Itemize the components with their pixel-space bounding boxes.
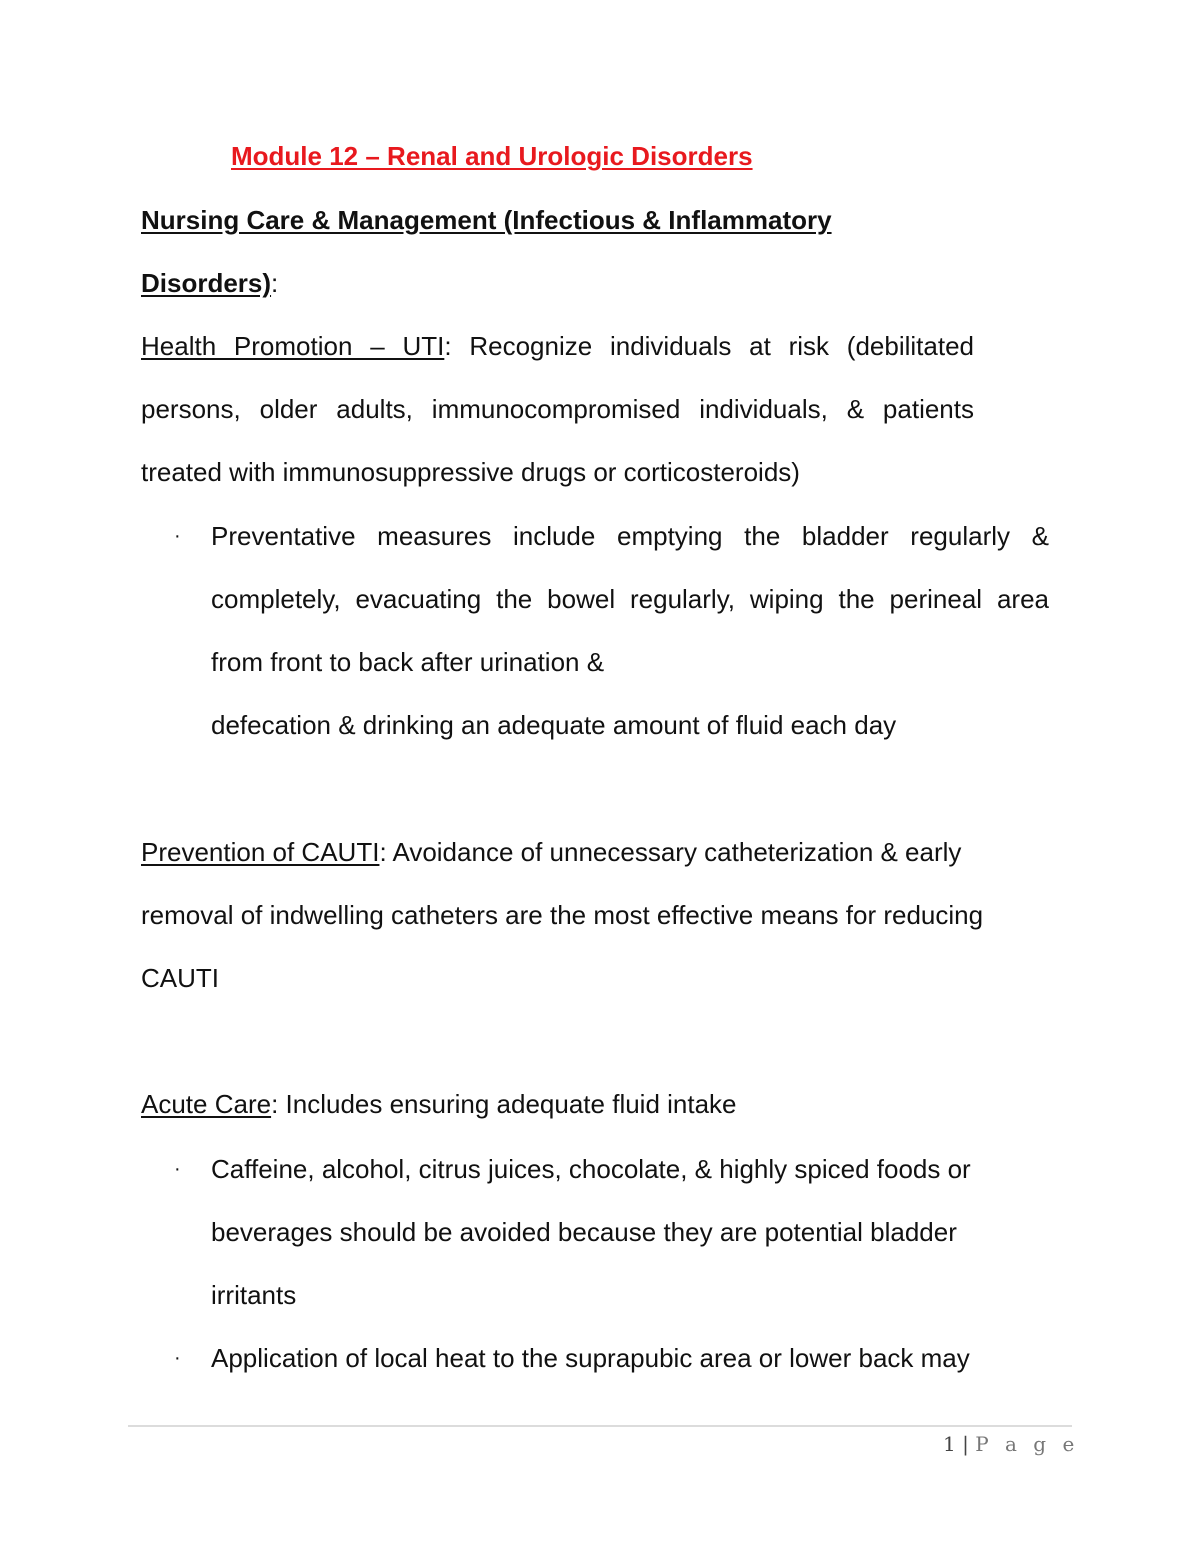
section-heading-continued: [141, 267, 278, 299]
preventative-bullet-line2: completely, evacuating the bowel regularly, wiping the perineal area: [211, 584, 1049, 614]
acute-care-text: : Includes ensuring adequate fluid intake: [271, 1089, 737, 1119]
page-number: 1: [943, 1432, 956, 1456]
page-label: P a g e: [975, 1432, 1080, 1456]
preventative-bullet-line4: defecation & drinking an adequate amount of fluid each day: [211, 710, 897, 740]
section-heading: [141, 204, 832, 236]
cauti-text: : Avoidance of unnecessary catheterization & early: [379, 837, 962, 867]
cauti-line1: [141, 836, 961, 868]
cauti-line3: CAUTI: [141, 963, 219, 993]
bullet-marker: ·: [174, 1158, 181, 1180]
irritants-bullet-line2: beverages should be avoided because they are potential bladder: [211, 1217, 957, 1247]
section-heading-line2: Disorders): [141, 268, 272, 298]
cauti-line2: removal of indwelling catheters are the most effective means for reducing: [141, 900, 984, 930]
preventative-bullet-line3: from front to back after urination &: [211, 647, 605, 677]
footer-separator: |: [962, 1432, 969, 1456]
irritants-bullet-line1: Caffeine, alcohol, citrus juices, chocolate, & highly spiced foods or: [211, 1154, 971, 1184]
health-promotion-line1: [141, 330, 974, 362]
page-footer: [943, 1431, 1079, 1457]
irritants-bullet-line3: irritants: [211, 1280, 297, 1310]
section-heading-colon: :: [271, 268, 279, 298]
section-heading-line1: Nursing Care & Management (Infectious & Inflammatory: [141, 205, 832, 235]
preventative-bullet-line1: Preventative measures include emptying the bladder regularly &: [211, 521, 1049, 551]
bullet-marker: ·: [174, 525, 181, 547]
health-promotion-label: Health Promotion – UTI: [141, 331, 445, 361]
health-promotion-line3: treated with immunosuppressive drugs or corticosteroids): [141, 457, 800, 487]
document-title: Module 12 – Renal and Urologic Disorders: [231, 141, 753, 171]
bullet-marker: ·: [174, 1347, 181, 1369]
health-promotion-line2: persons, older adults, immunocompromised individuals, & patients: [141, 394, 974, 424]
footer-divider: [128, 1425, 1072, 1427]
health-promotion-text: : Recognize individuals at risk (debilitated: [444, 331, 974, 361]
acute-care-label: Acute Care: [141, 1089, 272, 1119]
cauti-label: Prevention of CAUTI: [141, 837, 380, 867]
heat-bullet-line1: Application of local heat to the suprapubic area or lower back may: [211, 1343, 970, 1373]
acute-care-line1: [141, 1088, 737, 1120]
